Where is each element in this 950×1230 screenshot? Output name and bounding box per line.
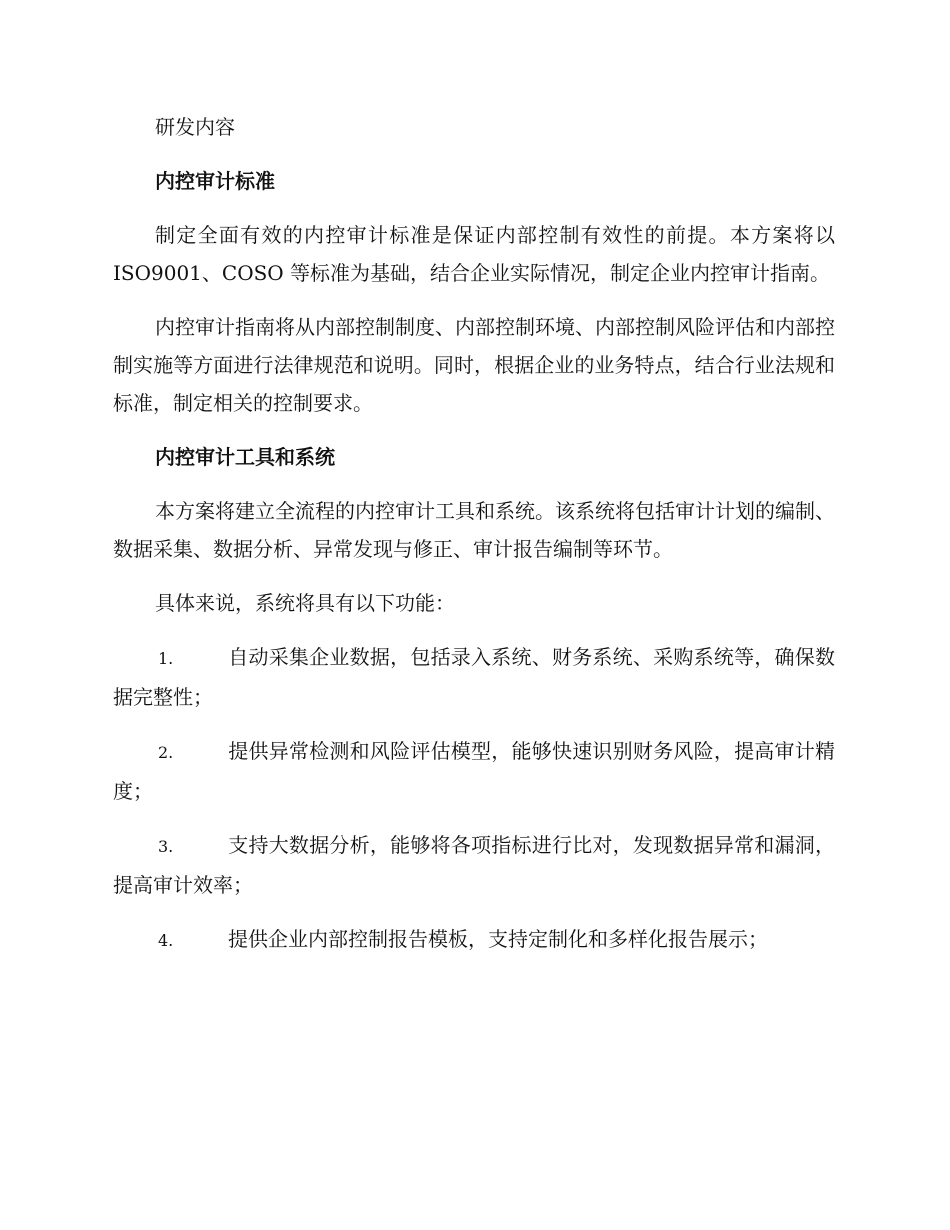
list-item [113,732,835,810]
paragraph: 内控审计指南将从内部控制制度、内部控制环境、内部控制风险评估和内部控制实施等方面进行法律规范和说明。同时，根据企业的业务特点，结合行业法规和标准，制定相关的控制要求。 [113,315,835,415]
list-item-text: 自动采集企业数据，包括录入系统、财务系统、采购系统等，确保数据完整性； [113,645,835,709]
document-page [113,108,835,976]
section-title-audit-standards: 内控审计标准 [155,169,275,193]
section-title-audit-tools: 内控审计工具和系统 [155,445,335,469]
list-item [113,920,835,960]
list-item-number: 4. [158,931,174,950]
list-item [113,826,835,904]
paragraph: 具体来说，系统将具有以下功能： [155,591,455,615]
list-item [113,638,835,716]
list-item-text: 提供异常检测和风险评估模型，能够快速识别财务风险，提高审计精度； [113,739,835,803]
list-item-number: 1. [158,649,174,668]
paragraph: 本方案将建立全流程的内控审计工具和系统。该系统将包括审计计划的编制、数据采集、数据分析、异常发现与修正、审计报告编制等环节。 [113,499,835,561]
list-item-number: 2. [158,743,174,762]
list-item-text: 提供企业内部控制报告模板，支持定制化和多样化报告展示； [228,927,768,951]
heading-rd-content: 研发内容 [155,115,235,139]
list-item-number: 3. [158,837,174,856]
list-item-text: 支持大数据分析，能够将各项指标进行比对，发现数据异常和漏洞，提高审计效率； [113,833,835,897]
paragraph: 制定全面有效的内控审计标准是保证内部控制有效性的前提。本方案将以 ISO9001、COSO 等标准为基础，结合企业实际情况，制定企业内控审计指南。 [113,223,835,285]
